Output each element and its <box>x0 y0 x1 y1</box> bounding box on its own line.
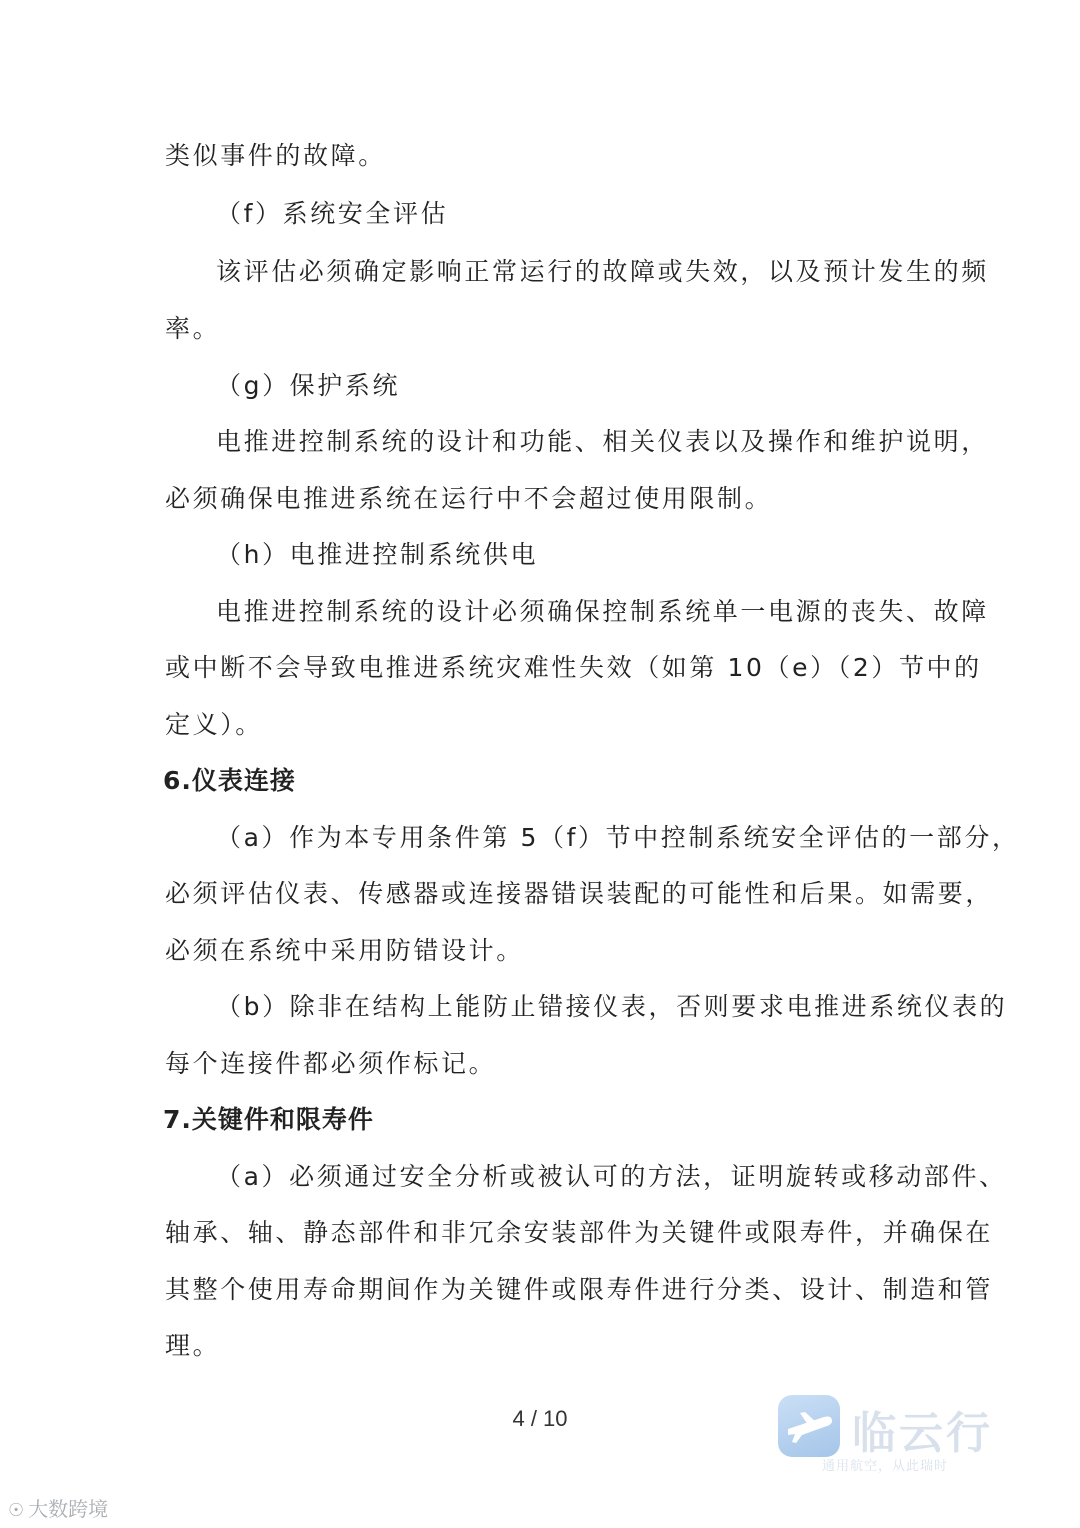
source-logo-icon: ☉ <box>8 1500 25 1521</box>
text-line: （a）作为本专用条件第 5（f）节中控制系统安全评估的一部分， <box>216 823 1020 852</box>
section-heading: 6.仪表连接 <box>163 766 296 795</box>
text-line: 必须确保电推进系统在运行中不会超过使用限制。 <box>165 484 773 513</box>
text-line: 必须评估仪表、传感器或连接器错误装配的可能性和后果。如需要， <box>165 879 994 908</box>
text-line: （f）系统安全评估 <box>216 199 449 228</box>
text-line: 每个连接件都必须作标记。 <box>165 1049 497 1078</box>
section-heading: 7.关键件和限寿件 <box>163 1105 374 1134</box>
airplane-icon <box>778 1395 840 1457</box>
text-line: 其整个使用寿命期间作为关键件或限寿件进行分类、设计、制造和管 <box>165 1275 994 1304</box>
source-watermark <box>8 1493 108 1522</box>
text-line: 率。 <box>165 314 221 343</box>
text-line: 定义）。 <box>165 710 263 739</box>
text-line: 轴承、轴、静态部件和非冗余安装部件为关键件或限寿件，并确保在 <box>165 1218 994 1247</box>
text-line: （h）电推进控制系统供电 <box>216 540 539 569</box>
text-line: （a）必须通过安全分析或被认可的方法，证明旋转或移动部件、 <box>216 1162 1007 1191</box>
text-line: 类似事件的故障。 <box>165 141 386 170</box>
text-line: 电推进控制系统的设计必须确保控制系统单一电源的丧失、故障 <box>216 597 989 626</box>
text-line: 或中断不会导致电推进系统灾难性失效（如第 10（e）（2）节中的 <box>165 653 982 682</box>
source-name: 大数跨境 <box>28 1497 109 1521</box>
text-line: （g）保护系统 <box>216 371 401 400</box>
watermark-logo <box>778 1395 1006 1475</box>
text-line: （b）除非在结构上能防止错接仪表，否则要求电推进系统仪表的 <box>216 992 1008 1021</box>
text-line: 理。 <box>165 1331 221 1360</box>
watermark-brand: 临云行 <box>852 1408 993 1459</box>
watermark-slogan: 通用航空，从此瑞时 <box>822 1459 949 1474</box>
page-number: 4 / 10 <box>512 1406 568 1431</box>
text-line: 该评估必须确定影响正常运行的故障或失效，以及预计发生的频 <box>216 257 989 286</box>
text-line: 电推进控制系统的设计和功能、相关仪表以及操作和维护说明， <box>216 427 989 456</box>
text-line: 必须在系统中采用防错设计。 <box>165 936 524 965</box>
